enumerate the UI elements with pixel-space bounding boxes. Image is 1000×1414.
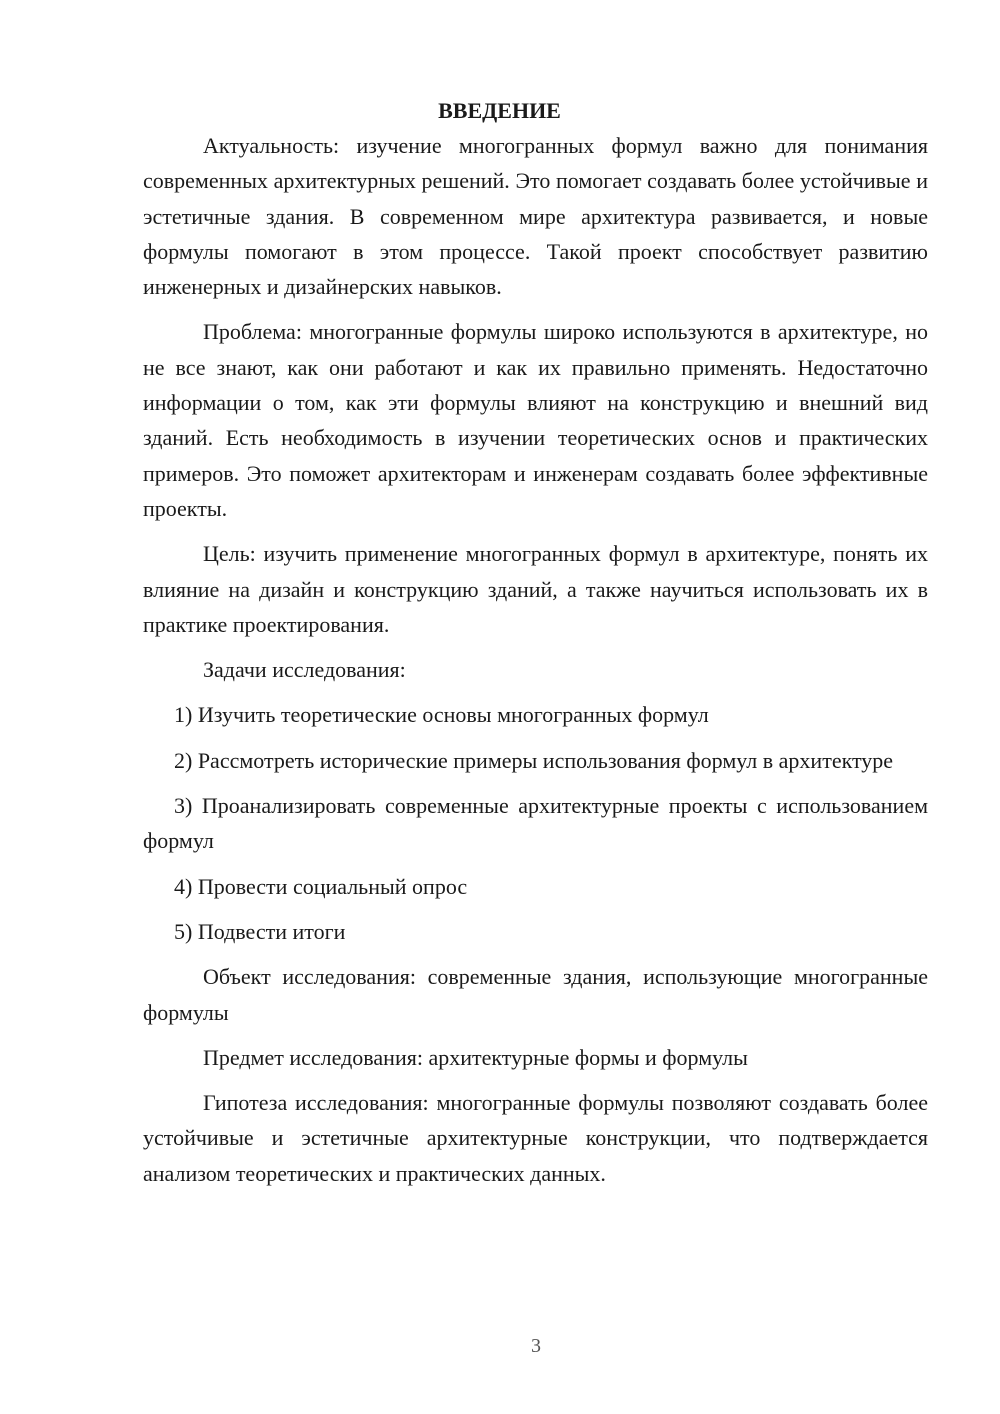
- paragraph-subject: Предмет исследования: архитектурные формы и формулы: [203, 1044, 748, 1070]
- task-item-4: 4) Провести социальный опрос: [174, 873, 468, 899]
- page-number: 3: [531, 1335, 541, 1357]
- section-heading: ВВЕДЕНИЕ: [438, 98, 561, 123]
- task-item-1: 1) Изучить теоретические основы многогранных формул: [174, 702, 709, 728]
- task-item-5: 5) Подвести итоги: [174, 918, 346, 944]
- paragraph-relevance: Актуальность: изучение многогранных формул важно для понимания современных архитектурных решений. Это помогает создавать более устойчивые и эстетичные здания. В современном мире архитектура развивается, и новые формулы помогают в этом процессе. Такой проект способствует развитию инженерных и дизайнерских навыков.: [143, 133, 928, 300]
- document-page: [143, 94, 928, 1191]
- paragraph-tasks-intro: Задачи исследования:: [203, 657, 406, 683]
- paragraph-object: Объект исследования: современные здания, использующие многогранные формулы: [143, 964, 928, 1025]
- task-item-2: 2) Рассмотреть исторические примеры использования формул в архитектуре: [174, 747, 894, 773]
- paragraph-problem: Проблема: многогранные формулы широко используются в архитектуре, но не все знают, как они работают и как их правильно применять. Недостаточно информации о том, как эти формулы влияют на конструкцию и внешний вид зданий. Есть необходимость в изучении теоретических основ и практических примеров. Это поможет архитекторам и инженерам создавать более эффективные проекты.: [143, 319, 928, 521]
- paragraph-goal: Цель: изучить применение многогранных формул в архитектуре, понять их влияние на дизайн и конструкцию зданий, а также научиться использовать их в практике проектирования.: [143, 541, 928, 637]
- task-item-3: 3) Проанализировать современные архитектурные проекты с использованием формул: [143, 793, 928, 854]
- paragraph-hypothesis: Гипотеза исследования: многогранные формулы позволяют создавать более устойчивые и эстетичные архитектурные конструкции, что подтверждается анализом теоретических и практических данных.: [143, 1090, 928, 1186]
